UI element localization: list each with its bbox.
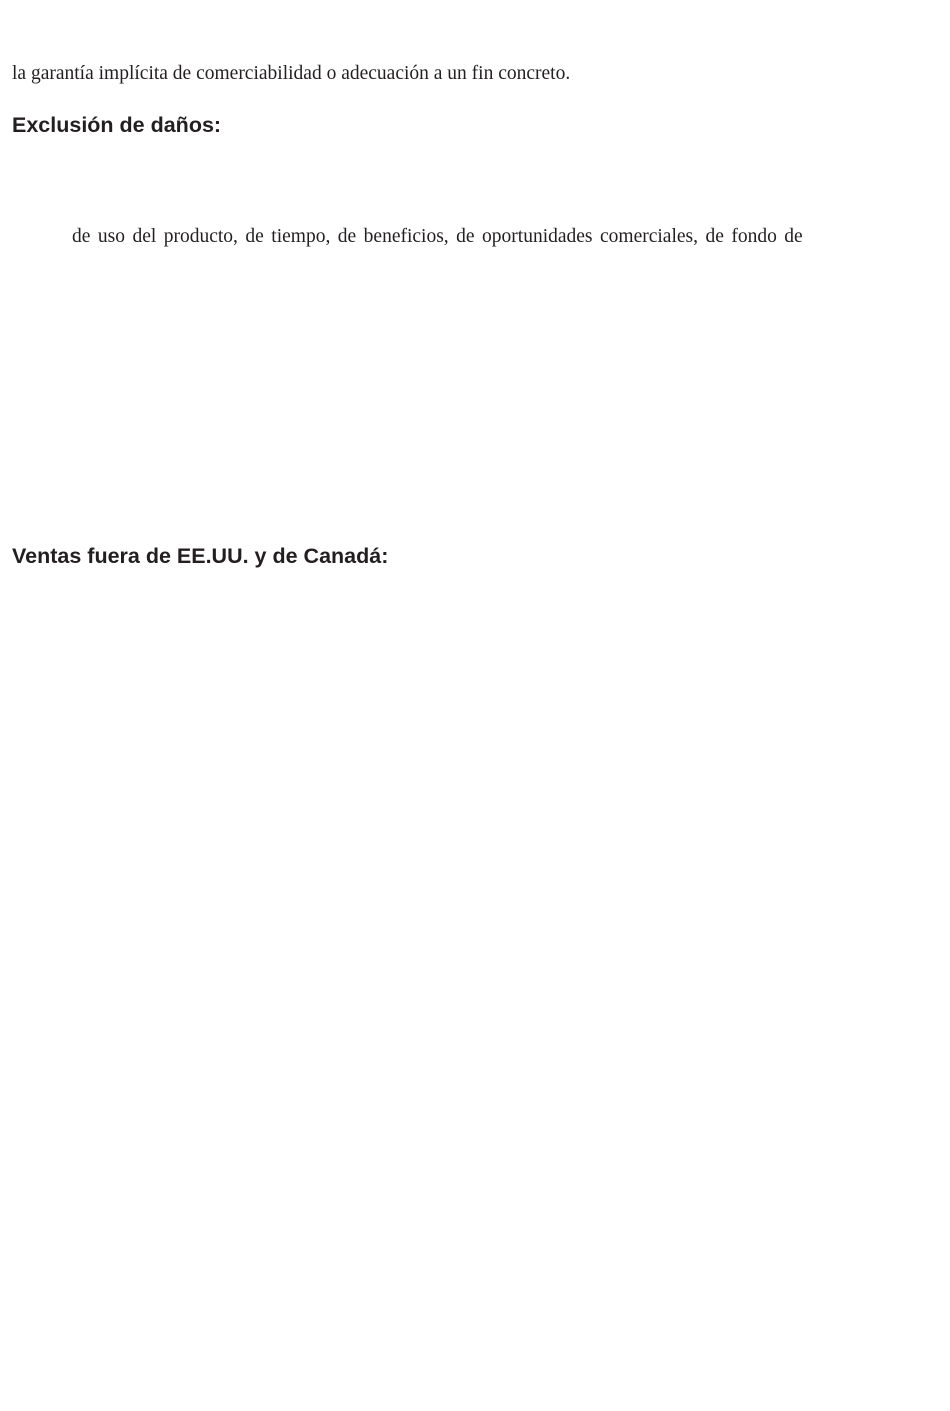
- body-text-line: la garantía implícita de comerciabilidad o adecuación a un fin concreto.: [12, 63, 571, 84]
- body-text-line: de uso del producto, de tiempo, de beneficios, de oportunidades comerciales, de fondo de: [72, 226, 803, 247]
- section-heading-exclusion: Exclusión de daños:: [12, 113, 222, 137]
- section-heading-sales-outside: Ventas fuera de EE.UU. y de Canadá:: [12, 544, 389, 568]
